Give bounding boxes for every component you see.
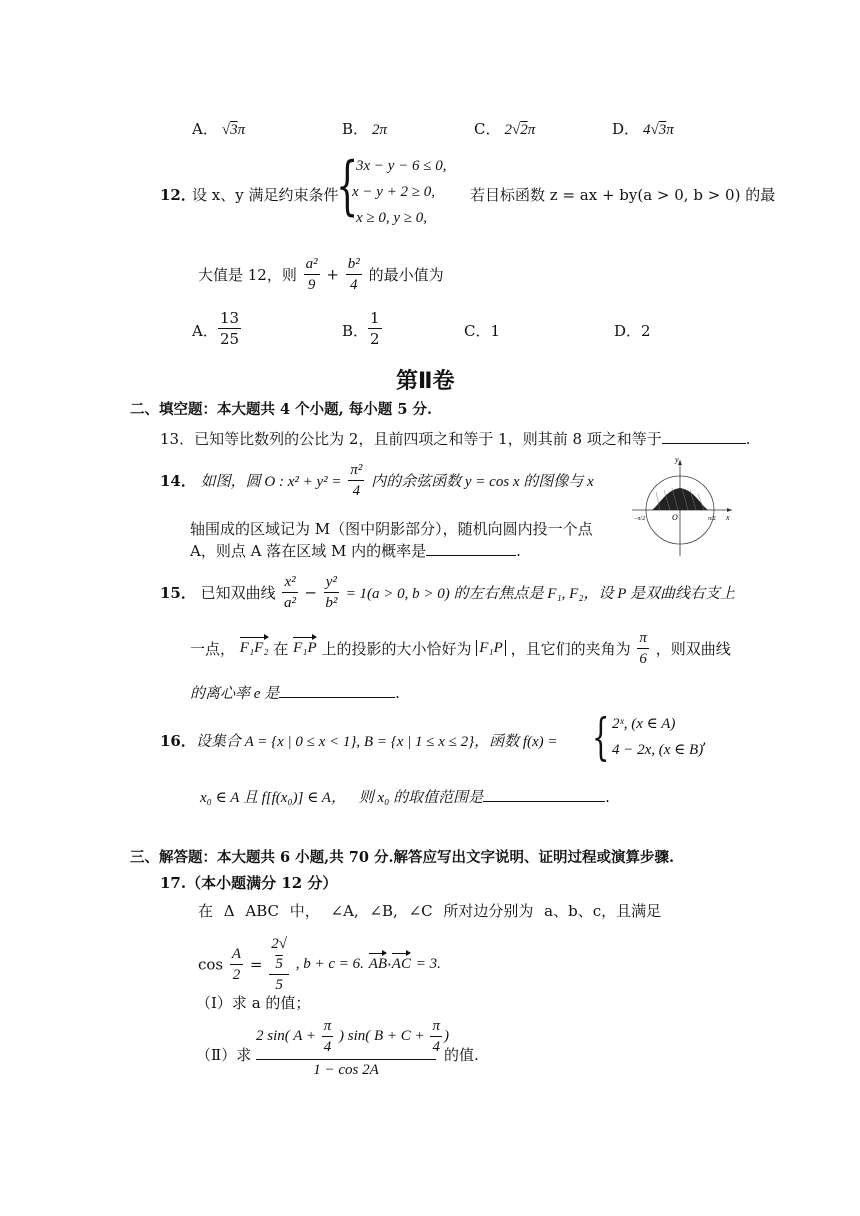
q15-line3: 的离心率 e 是 . xyxy=(190,684,400,702)
svg-text:O: O xyxy=(672,513,678,522)
q14-line2: 轴围成的区域记为 M（图中阴影部分），随机向圆内投一个点 xyxy=(190,520,593,538)
shaded-region-m xyxy=(652,488,708,510)
q17-title: 17.（本小题满分 12 分） xyxy=(160,874,338,892)
q12-number: 12． xyxy=(160,186,196,204)
q17-part1: （Ⅰ）求 a 的值； xyxy=(196,994,311,1012)
cosine-circle-figure xyxy=(626,452,738,562)
svg-text:y: y xyxy=(675,455,679,464)
section3-heading: 三、解答题：本大题共 6 小题,共 70 分.解答应写出文字说明、证明过程或演算步骤. xyxy=(130,849,675,866)
q16-line2: x₀ ∈ A 且 f[f(x₀)] ∈ A， 则 x₀ 的取值范围是 . xyxy=(200,788,610,806)
q12-options: A． $\frac{13}{25}$ B． $\frac{1}{2}$ C．1 D．2 xyxy=(192,309,651,348)
q12-constraint-3: x ≥ 0, y ≥ 0, xyxy=(356,210,428,226)
q12-lead: 设 x、y 满足约束条件 xyxy=(192,186,339,204)
svg-text:π/2: π/2 xyxy=(708,516,716,522)
q11-option-c: C． 2√2π xyxy=(474,120,536,138)
q11-options xyxy=(192,118,752,142)
q11-option-d: D． 4√3π xyxy=(612,120,674,138)
q12-brace: { xyxy=(336,149,359,223)
svg-text:x: x xyxy=(726,513,730,522)
q16-brace: { xyxy=(592,708,610,766)
q14-line3: A，则点 A 落在区域 M 内的概率是 . xyxy=(190,542,521,560)
q14-line1: 14． 如图，圆 O : x² + y² = $\frac{\text{π²}}{4}$ 内的余弦函数 y = cos x 的图像与 x xyxy=(160,462,594,499)
q15-line2: 一点， F₁F₂ 在 F₁P 上的投影的大小恰好为 F₁P ，且它们的夹角为 $\frac{\pi}{6}$ ，则双曲线 xyxy=(190,630,731,667)
q11-option-b: B． 2π xyxy=(342,120,388,138)
q12-objective: 若目标函数 z = ax + by(a > 0, b > 0) 的最 xyxy=(470,186,776,204)
part2-title: 第Ⅱ卷 xyxy=(396,369,455,394)
q17-line2: cos $\frac{A}{2}$ = 2√ 5 5 , b + c = 6. AB·AC = 3. xyxy=(198,936,441,993)
q16-line1: 16．设集合 A = {x | 0 ≤ x < 1}, B = {x | 1 ≤ x ≤ 2}，函数 f(x) = xyxy=(160,732,558,750)
q16-comma: , xyxy=(702,730,707,748)
q12-constraint-2: x − y + 2 ≥ 0, xyxy=(352,184,436,200)
section2-heading: 二、填空题：本大题共 4 个小题, 每小题 5 分. xyxy=(130,401,433,418)
q16-case-1: 2ˣ, (x ∈ A) xyxy=(612,716,676,732)
q15-line1: 15． 已知双曲线 $\frac{\text{x²}}{\text{a²}}$ − $\frac{\text{y²}}{\text{b²}}$ = 1(a > 0, b > 0) 的左右焦点是 F₁, F₂，设 P 是双曲线右支上 xyxy=(160,574,735,611)
q12-constraint-1: 3x − y − 6 ≤ 0, xyxy=(356,158,447,174)
q17-line1: 在 Δ ABC 中， ∠A, ∠B, ∠C 所对边分别为 a、b、c，且满足 xyxy=(198,902,662,920)
q13: 13．已知等比数列的公比为 2，且前四项之和等于 1，则其前 8 项之和等于 . xyxy=(160,430,751,448)
q16-case-2: 4 − 2x, (x ∈ B) xyxy=(612,742,704,758)
q12-line2: 大值是 12，则 $\frac{\text{a²}}{9}$ + $\frac{\text{b²}}{4}$ 的最小值为 xyxy=(198,256,444,293)
q11-option-a: A． √3π xyxy=(192,120,246,138)
svg-text:−π/2: −π/2 xyxy=(634,516,646,522)
